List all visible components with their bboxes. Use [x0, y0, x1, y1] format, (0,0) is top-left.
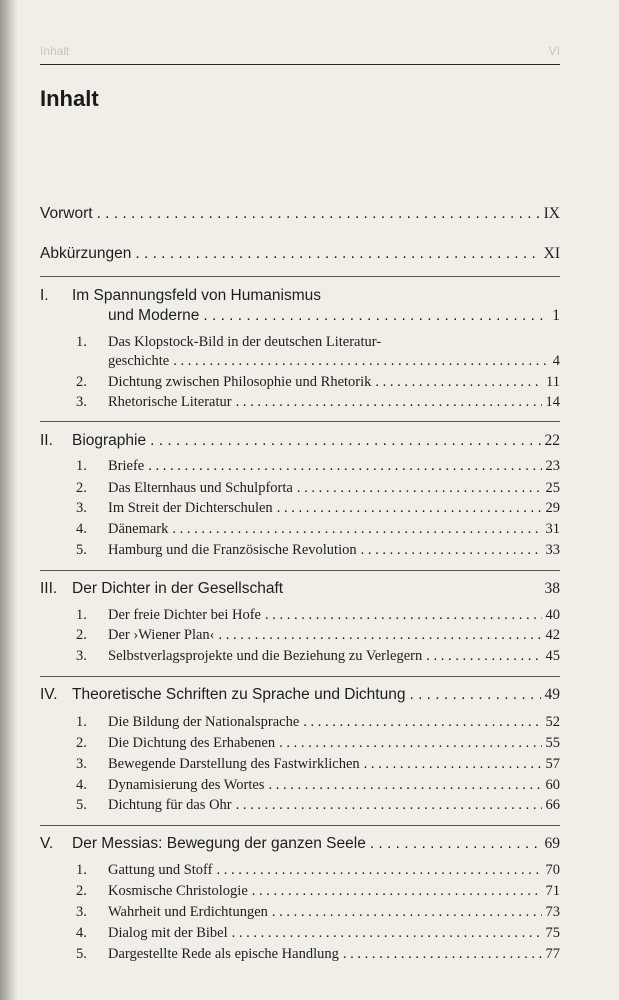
toc-section-1-2[interactable] — [76, 374, 560, 391]
section-title: Rhetorische Literatur — [108, 394, 232, 410]
toc-entry-page: 23 — [545, 458, 560, 474]
leader-dots — [232, 925, 542, 942]
toc-entry-page: 52 — [545, 714, 560, 730]
toc-section-4-5[interactable] — [76, 797, 560, 814]
toc-entry-vorwort[interactable] — [40, 205, 560, 223]
section-title: Dialog mit der Bibel — [108, 925, 228, 941]
toc-section-5-5[interactable] — [76, 946, 560, 963]
leader-dots — [279, 735, 541, 752]
toc-entry-page: 4 — [552, 353, 560, 369]
section-divider — [40, 421, 560, 422]
section-number: 4. — [76, 925, 87, 941]
toc-section-2-4[interactable] — [76, 521, 560, 538]
toc-entry-page: 14 — [545, 394, 560, 410]
toc-section-4-2[interactable] — [76, 735, 560, 752]
section-number: 3. — [76, 756, 87, 772]
leader-dots — [172, 521, 541, 538]
section-title: Im Streit der Dichterschulen — [108, 500, 273, 516]
leader-dots — [370, 835, 541, 853]
chapter-number: I. — [40, 287, 49, 304]
chapter-title: Der Dichter in der Gesellschaft — [72, 580, 284, 597]
page-gutter-shadow — [0, 0, 18, 1000]
toc-section-3-1[interactable] — [76, 607, 560, 624]
leader-dots — [252, 883, 542, 900]
section-title: Kosmische Christologie — [108, 883, 248, 899]
chapter-number: II. — [40, 432, 53, 449]
section-number: 1. — [76, 458, 87, 474]
toc-section-2-5[interactable] — [76, 542, 560, 559]
leader-dots — [426, 648, 541, 665]
toc-section-5-1[interactable] — [76, 862, 560, 879]
chapter-number: III. — [40, 580, 58, 597]
section-number: 2. — [76, 883, 87, 899]
leader-dots — [150, 432, 540, 450]
leader-dots — [97, 205, 540, 223]
toc-section-1-1[interactable] — [76, 334, 560, 351]
leader-dots — [343, 946, 542, 963]
section-title: Die Dichtung des Erhabenen — [108, 735, 276, 751]
section-number: 3. — [76, 648, 87, 664]
toc-chapter-1-cont[interactable] — [108, 307, 560, 325]
section-title: Das Elternhaus und Schulpforta — [108, 480, 293, 496]
toc-section-1-1-cont[interactable] — [108, 353, 560, 370]
toc-entry-page: IX — [543, 205, 560, 222]
section-divider — [40, 825, 560, 826]
section-number: 1. — [76, 714, 87, 730]
leader-dots — [277, 500, 542, 517]
section-title: Selbstverlagsprojekte und die Beziehung zu Verlegern — [108, 648, 423, 664]
toc-chapter-1[interactable] — [40, 287, 560, 305]
toc-section-4-4[interactable] — [76, 777, 560, 794]
toc-entry-page: 31 — [545, 521, 560, 537]
toc-entry-page: XI — [543, 245, 560, 262]
section-number: 5. — [76, 797, 87, 813]
section-title: Dynamisierung des Wortes — [108, 777, 265, 793]
section-title: Dichtung zwischen Philosophie und Rhetorik — [108, 374, 372, 390]
toc-entry-page: 57 — [545, 756, 560, 772]
section-number: 3. — [76, 394, 87, 410]
leader-dots — [219, 627, 542, 644]
section-title: Wahrheit und Erdichtungen — [108, 904, 268, 920]
toc-entry-page: 70 — [545, 862, 560, 878]
section-title: Die Bildung der Nationalsprache — [108, 714, 300, 730]
section-title: Der freie Dichter bei Hofe — [108, 607, 261, 623]
toc-chapter-5[interactable] — [40, 835, 560, 853]
leader-dots — [173, 353, 549, 370]
leader-dots — [236, 797, 542, 814]
leader-dots — [236, 394, 542, 411]
toc-entry-page: 75 — [545, 925, 560, 941]
toc-chapter-2[interactable] — [40, 432, 560, 450]
toc-section-5-3[interactable] — [76, 904, 560, 921]
toc-section-1-3[interactable] — [76, 394, 560, 411]
toc-entry-page: 66 — [545, 797, 560, 813]
leader-dots — [297, 480, 542, 497]
toc-entry-page: 71 — [545, 883, 560, 899]
chapter-title: Im Spannungsfeld von Humanismus — [72, 287, 321, 304]
toc-entry-page: 42 — [545, 627, 560, 643]
chapter-title: Theoretische Schriften zu Sprache und Dichtung — [72, 686, 406, 703]
chapter-title-cont: und Moderne — [108, 307, 200, 324]
toc-entry-page: 11 — [546, 374, 560, 390]
section-title: Dänemark — [108, 521, 169, 537]
toc-entry-page: 55 — [545, 735, 560, 751]
section-divider — [40, 570, 560, 571]
running-head-left: Inhalt — [40, 44, 70, 58]
toc-chapter-3[interactable] — [40, 580, 560, 598]
section-title: Dargestellte Rede als epische Handlung — [108, 946, 339, 962]
chapter-number: IV. — [40, 686, 58, 703]
section-number: 2. — [76, 480, 87, 496]
section-number: 3. — [76, 500, 87, 516]
section-number: 2. — [76, 374, 87, 390]
leader-dots — [268, 777, 541, 794]
toc-section-2-2[interactable] — [76, 480, 560, 497]
toc-entry-page: 38 — [544, 580, 560, 597]
section-title: Hamburg und die Französische Revolution — [108, 542, 357, 558]
section-title-cont: geschichte — [108, 353, 170, 369]
section-title: Dichtung für das Ohr — [108, 797, 232, 813]
toc-section-3-3[interactable] — [76, 648, 560, 665]
leader-dots — [265, 607, 542, 624]
toc-entry-page: 22 — [544, 432, 560, 449]
page-title: Inhalt — [40, 86, 99, 111]
section-number: 1. — [76, 607, 87, 623]
running-head-page-number: VI — [548, 44, 560, 58]
leader-dots — [216, 862, 541, 879]
section-title: Das Klopstock-Bild in der deutschen Literatur- — [108, 334, 382, 350]
leader-dots — [272, 904, 542, 921]
chapter-title: Der Messias: Bewegung der ganzen Seele — [72, 835, 366, 852]
leader-dots — [135, 245, 539, 263]
section-title: Gattung und Stoff — [108, 862, 213, 878]
toc-section-4-1[interactable] — [76, 714, 560, 731]
section-number: 4. — [76, 521, 87, 537]
section-title: Bewegende Darstellung des Fastwirklichen — [108, 756, 360, 772]
toc-entry-page: 49 — [544, 686, 560, 703]
toc-entry-page: 1 — [552, 307, 560, 324]
toc-entry-label: Abkürzungen — [40, 245, 132, 262]
toc-section-5-4[interactable] — [76, 925, 560, 942]
section-number: 5. — [76, 542, 87, 558]
toc-entry-page: 69 — [544, 835, 560, 852]
toc-entry-label: Vorwort — [40, 205, 93, 222]
section-divider — [40, 676, 560, 677]
toc-section-5-2[interactable] — [76, 883, 560, 900]
toc-chapter-4[interactable] — [40, 686, 560, 704]
section-title: Der ›Wiener Plan‹ — [108, 627, 215, 643]
chapter-number: V. — [40, 835, 54, 852]
toc-entry-page: 40 — [545, 607, 560, 623]
toc-entry-page: 25 — [545, 480, 560, 496]
toc-section-2-1[interactable] — [76, 458, 560, 475]
toc-entry-page: 45 — [545, 648, 560, 664]
leader-dots — [361, 542, 542, 559]
toc-section-2-3[interactable] — [76, 500, 560, 517]
leader-dots — [375, 374, 542, 391]
toc-entry-page: 29 — [545, 500, 560, 516]
toc-entry-page: 33 — [545, 542, 560, 558]
section-number: 1. — [76, 334, 87, 350]
section-number: 1. — [76, 862, 87, 878]
section-divider — [40, 276, 560, 277]
chapter-title: Biographie — [72, 432, 147, 449]
leader-dots — [364, 756, 542, 773]
leader-dots — [409, 686, 540, 704]
header-rule — [40, 64, 560, 65]
section-number: 2. — [76, 627, 87, 643]
section-number: 3. — [76, 904, 87, 920]
section-number: 4. — [76, 777, 87, 793]
leader-dots — [148, 458, 541, 475]
running-head — [40, 40, 560, 60]
toc-entry-page: 73 — [545, 904, 560, 920]
toc-section-3-2[interactable] — [76, 627, 560, 644]
toc-entry-page: 77 — [545, 946, 560, 962]
toc-entry-abkuerzungen[interactable] — [40, 245, 560, 263]
leader-dots — [303, 714, 541, 731]
toc-entry-page: 60 — [545, 777, 560, 793]
section-number: 2. — [76, 735, 87, 751]
section-title: Briefe — [108, 458, 145, 474]
section-number: 5. — [76, 946, 87, 962]
toc-section-4-3[interactable] — [76, 756, 560, 773]
leader-dots — [203, 307, 548, 325]
